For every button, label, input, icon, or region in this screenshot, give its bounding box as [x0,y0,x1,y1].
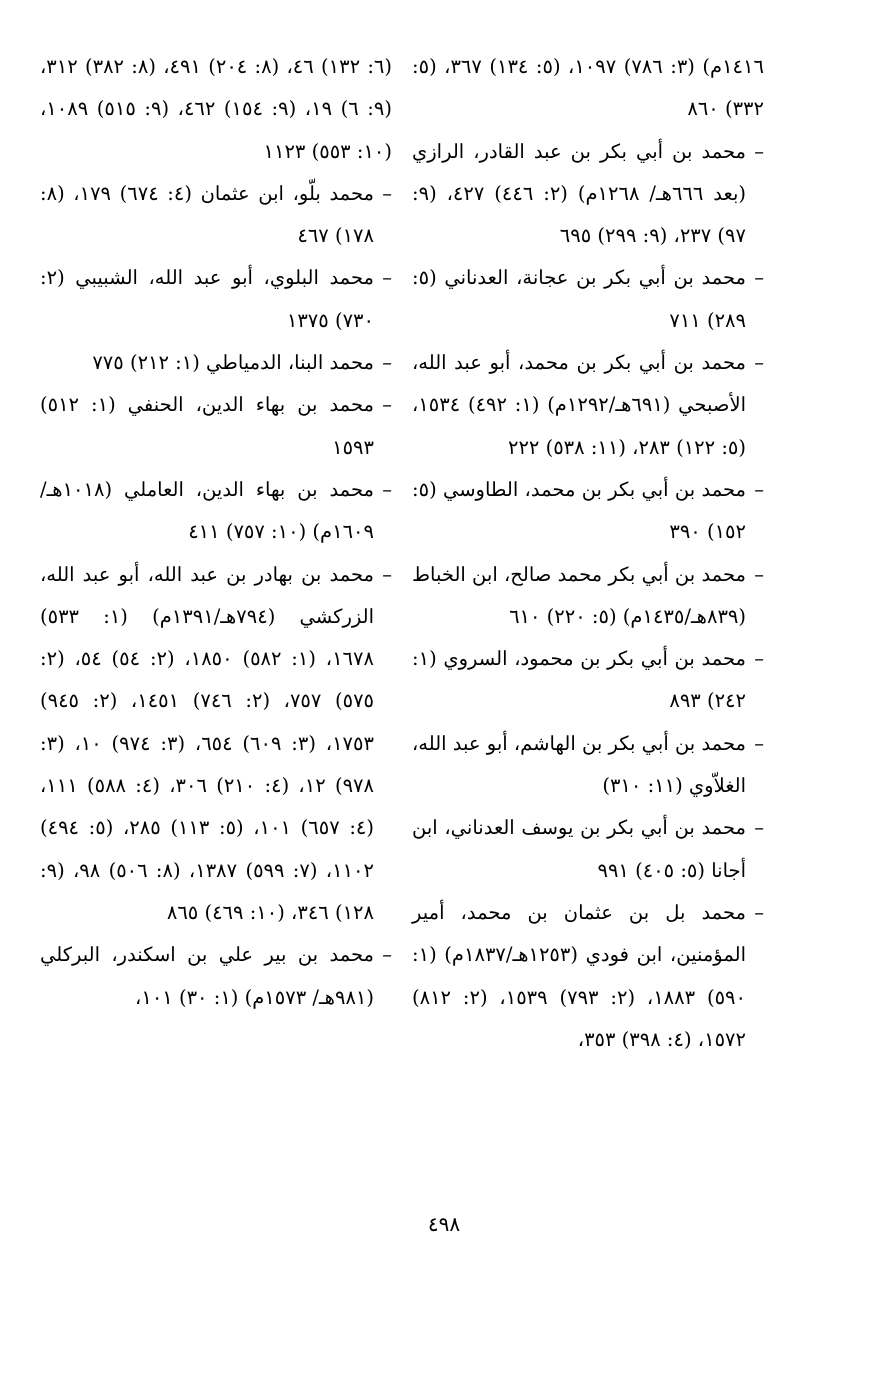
entry-text: محمد بل بن عثمان بن محمد، أمير المؤمنين، ابن فودي (١٢٥٣هـ/١٨٣٧م) (١: ٥٩٠) ١٨٨٣، (٢: ٧٩٣) ١٥٣٩، (٢: ٨١٢) ١٥٧٢، (٤: ٣٩٨) ٣٥٣، [412,900,746,1051]
entry-text: محمد بن بهاء الدين، الحنفي (١: ٥١٢) ١٥٩٣ [40,393,374,459]
entry-text: محمد بن أبي بكر بن يوسف العدناني، ابن أجانا (٥: ٤٠٥) ٩٩١ [412,816,746,882]
entry-text: محمد بن بير علي بن اسكندر، البركلي (٩٨١هـ/ ١٥٧٣م) (١: ٣٠) ١٠١، [40,943,374,1009]
entry-dash: – [754,477,764,501]
index-entry [40,934,392,1019]
index-entry [40,257,392,342]
entry-dash: – [382,181,392,205]
entry-text: محمد البنا، الدمياطي (١: ٢١٢) ٧٧٥ [92,351,374,375]
index-entry [412,554,764,639]
index-entry [40,469,392,554]
entry-text: محمد بن بهادر بن عبد الله، أبو عبد الله، الزركشي (٧٩٤هـ/١٣٩١م) (١: ٥٣٣) ١٦٧٨، (١: ٥٨٢) ١٨٥٠، (٢: ٥٤) ٥٤، (٢: ٥٧٥) ٧٥٧، (٢: ٧٤٦) ١٤٥١، (٢: ٩٤٥) ١٧٥٣، (٣: ٦٠٩) ٦٥٤، (٣: ٩٧٤) ١٠، (٣: ٩٧٨) ١٢، (٤: ٢١٠) ٣٠٦، (٤: ٥٨٨) ١١١، (٤: ٦٥٧) ١٠١، (٥: ١١٣) ٢٨٥، (٥: ٤٩٤) ١١٠٢، (٧: ٥٩٩) ١٣٨٧، (٨: ٥٠٦) ٩٨، (٩: ١٢٨) ٣٤٦، (١٠: ٤٦٩) ٨٦٥ [40,562,375,924]
entry-dash: – [754,562,764,586]
entry-text: محمد البلوي، أبو عبد الله، الشبيبي (٢: ٧٣٠) ١٣٧٥ [40,266,374,332]
entry-text: محمد بن أبي بكر بن محمد، الطاوسي (٥: ١٥٢) ٣٩٠ [412,477,746,544]
page-number: ٤٩٨ [427,1212,461,1236]
entry-dash: – [382,266,392,290]
entry-dash: – [754,731,764,755]
entry-text: محمد بن أبي بكر محمد صالح، ابن الخباط (٨٣٩هـ/١٤٣٥م) (٥: ٢٢٠) ٦١٠ [412,562,746,628]
index-entry [412,131,764,258]
entry-dash: – [382,477,392,501]
entry-dash: – [754,351,764,375]
entry-text: محمد بن أبي بكر بن عبد القادر، الرازي (بعد ٦٦٦هـ/ ١٢٦٨م) (٢: ٤٤٦) ٤٢٧، (٩: ٩٧) ٢٣٧، (٩: ٢٩٩) ٦٩٥ [412,139,746,248]
index-entry [40,384,392,469]
entry-dash: – [754,266,764,290]
index-entry-continuation [412,46,764,131]
entry-text: محمد بن أبي بكر بن عجانة، العدناني (٥: ٢٨٩) ٧١١ [412,266,746,332]
index-entry [412,342,764,469]
entry-text: (٦: ١٣٢) ٤٦، (٨: ٢٠٤) ٤٩١، (٨: ٣٨٢) ٣١٢، (٩: ٦) ١٩، (٩: ١٥٤) ٤٦٢، (٩: ٥١٥) ١٠٨٩، (١٠: ٥٥٣) ١١٢٣ [40,55,392,163]
index-entry [412,892,764,1061]
right-column [412,46,764,1061]
left-column [40,46,392,1019]
index-entry-continuation [40,46,392,173]
entry-dash: – [382,562,392,586]
entry-dash: – [754,139,764,163]
entry-dash: – [754,900,764,924]
entry-dash: – [382,393,392,417]
entry-dash: – [754,816,764,840]
entry-text: محمد بلّو، ابن عثمان (٤: ٦٧٤) ١٧٩، (٨: ١٧٨) ٤٦٧ [40,181,374,248]
index-entry [40,173,392,258]
entry-text: محمد بن أبي بكر بن محمد، أبو عبد الله، الأصبحي (٦٩١هـ/١٢٩٢م) (١: ٤٩٢) ١٥٣٤، (٥: ١٢٢) ٢٨٣، (١١: ٥٣٨) ٢٢٢ [412,351,746,459]
index-entry [40,554,392,935]
entry-dash: – [754,647,764,671]
index-entry [412,807,764,892]
entry-text: محمد بن أبي بكر بن الهاشم، أبو عبد الله، الغلاّوي (١١: ٣١٠) [412,731,746,798]
index-entry [412,723,764,808]
index-entry [412,638,764,723]
index-entry [412,469,764,554]
index-entry [40,342,392,384]
entry-text: ١٤١٦م) (٣: ٧٨٦) ١٠٩٧، (٥: ١٣٤) ٣٦٧، (٥: ٣٣٢) ٨٦٠ [412,55,764,121]
entry-text: محمد بن بهاء الدين، العاملي (١٠١٨هـ/ ١٦٠٩م) (١٠: ٧٥٧) ٤١١ [40,477,374,544]
index-entry [412,257,764,342]
entry-dash: – [382,351,392,375]
entry-dash: – [382,943,392,967]
entry-text: محمد بن أبي بكر بن محمود، السروي (١: ٢٤٢) ٨٩٣ [412,647,746,713]
